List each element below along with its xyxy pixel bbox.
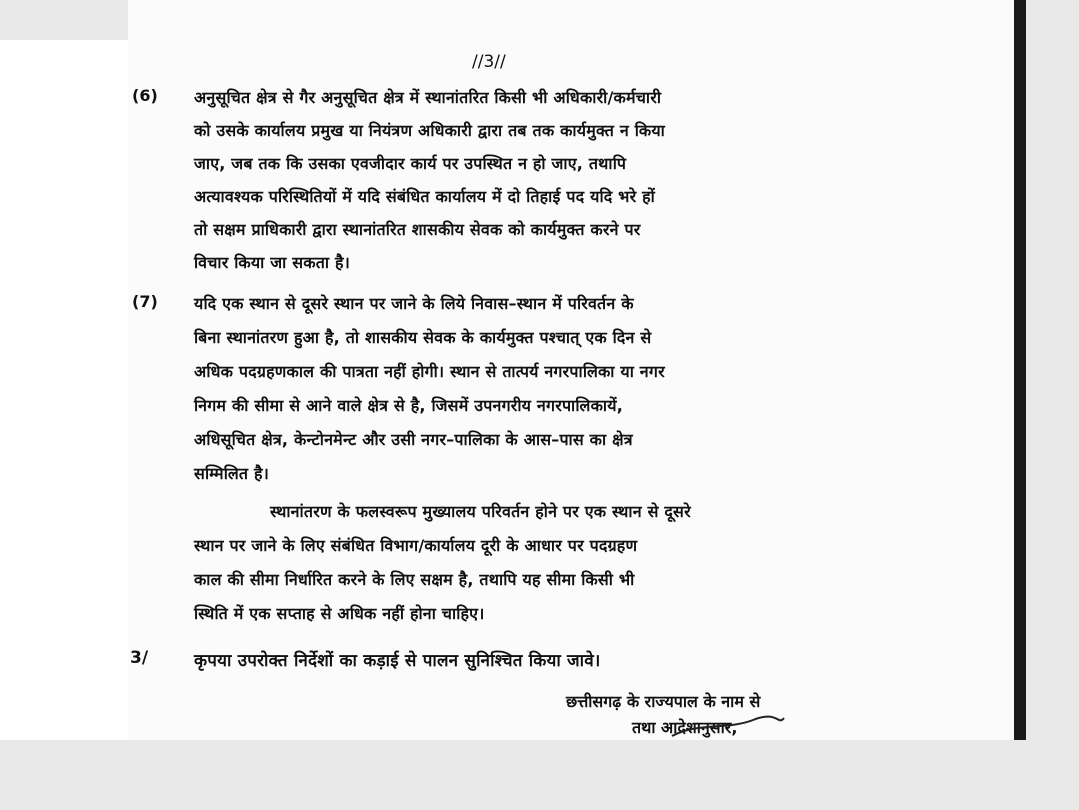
section-7-line-9: काल की सीमा निर्धारित करने के लिए सक्षम है, तथापि यह सीमा किसी भी	[194, 570, 635, 589]
section-7-line-10: स्थिति में एक सप्ताह से अधिक नहीं होना चाहिए।	[194, 604, 485, 623]
section-7-line-4: निगम की सीमा से आने वाले क्षेत्र से है, जिसमें उपनगरीय नगरपालिकायें,	[194, 396, 623, 415]
section-6-line-1: अनुसूचित क्षेत्र से गैर अनुसूचित क्षेत्र में स्थानांतरित किसी भी अधिकारी/कर्मचारी	[194, 88, 662, 107]
section-6-line-2: को उसके कार्यालय प्रमुख या नियंत्रण अधिकारी द्वारा तब तक कार्यमुक्त न किया	[194, 121, 665, 140]
section-number-3: 3/	[130, 648, 149, 668]
section-number-7: (7)	[132, 292, 158, 311]
section-7-line-1: यदि एक स्थान से दूसरे स्थान पर जाने के लिये निवास–स्थान में परिवर्तन के	[194, 294, 634, 313]
section-7-line-6: सम्मिलित है।	[194, 464, 269, 483]
scan-background-bottom	[0, 740, 1079, 810]
section-7-line-5: अधिसूचित क्षेत्र, केन्टोनमेन्ट और उसी नगर–पालिका के आस–पास का क्षेत्र	[194, 430, 633, 449]
section-6-line-6: विचार किया जा सकता है।	[194, 253, 350, 272]
section-7-line-8: स्थान पर जाने के लिए संबंधित विभाग/कार्यालय दूरी के आधार पर पदग्रहण	[194, 536, 638, 555]
page-number: //3//	[472, 52, 506, 72]
signature-line-1: छत्तीसगढ़ के राज्यपाल के नाम से	[566, 692, 761, 711]
section-7-line-2: बिना स्थानांतरण हुआ है, तो शासकीय सेवक के कार्यमुक्त पश्चात् एक दिन से	[194, 328, 652, 347]
section-7-line-7: स्थानांतरण के फलस्वरूप मुख्यालय परिवर्तन होने पर एक स्थान से दूसरे	[270, 502, 691, 521]
page-edge-shadow	[1014, 0, 1026, 742]
section-6-line-3: जाए, जब तक कि उसका एवजीदार कार्य पर उपस्थित न हो जाए, तथापि	[194, 154, 627, 173]
section-3-line-1: कृपया उपरोक्त निर्देशों का कड़ाई से पालन सुनिश्चित किया जावे।	[194, 651, 601, 671]
section-number-6: (6)	[132, 86, 158, 105]
scan-background	[0, 0, 128, 40]
section-7-line-3: अधिक पदग्रहणकाल की पात्रता नहीं होगी। स्थान से तात्पर्य नगरपालिका या नगर	[194, 362, 665, 381]
scan-background-right	[1026, 0, 1079, 742]
signature-line-2: तथा आदेशानुसार,	[632, 718, 738, 737]
section-6-line-4: अत्यावश्यक परिस्थितियों में यदि संबंधित कार्यालय में दो तिहाई पद यदि भरे हों	[194, 187, 655, 206]
handwritten-signature-stroke	[668, 712, 788, 742]
section-6-line-5: तो सक्षम प्राधिकारी द्वारा स्थानांतरित शासकीय सेवक को कार्यमुक्त करने पर	[194, 220, 641, 239]
